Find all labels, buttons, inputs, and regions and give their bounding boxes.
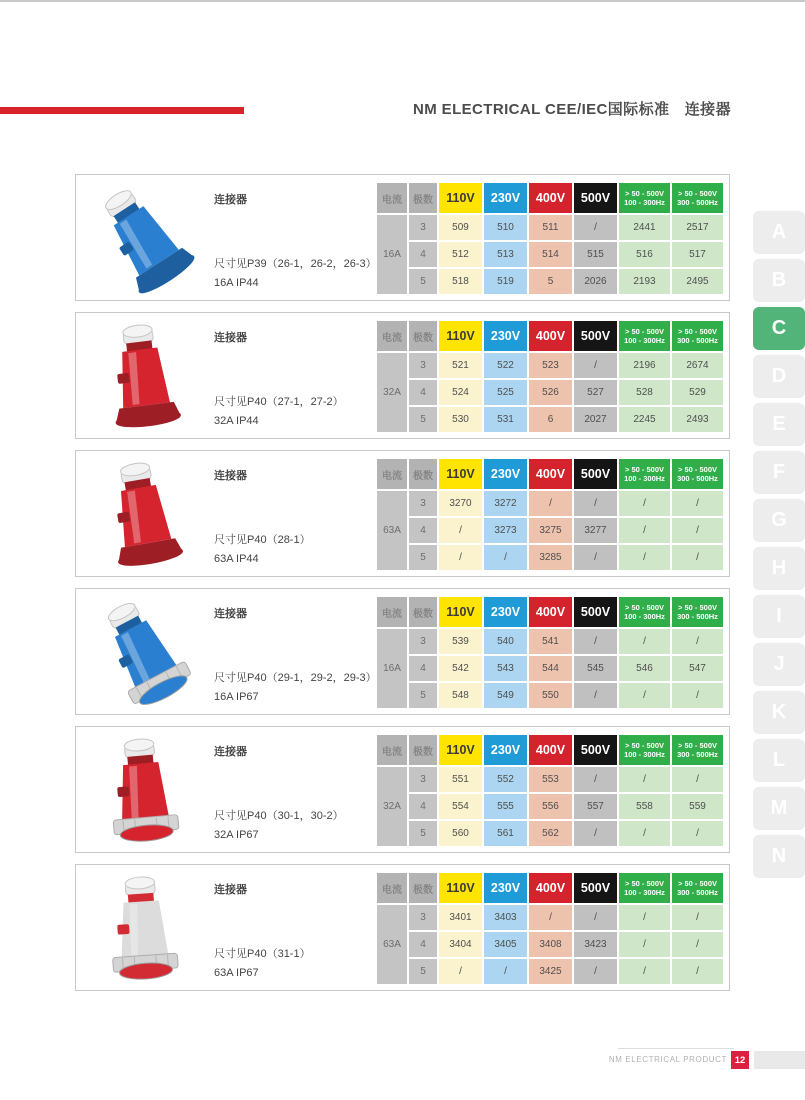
footer-decorative-bar: [754, 1051, 805, 1069]
col-header-voltage: 110V: [439, 597, 482, 627]
part-number-cell: /: [574, 959, 617, 984]
part-number-cell: /: [619, 905, 670, 930]
current-cell: 32A: [377, 767, 407, 846]
frequency-line2: 300 - 500Hz: [677, 750, 718, 759]
part-number-table: [375, 871, 725, 986]
part-number-cell: 6: [529, 407, 572, 432]
part-number-cell: 526: [529, 380, 572, 405]
poles-cell: 3: [409, 629, 437, 654]
product-info: [209, 175, 375, 300]
part-number-cell: /: [574, 629, 617, 654]
part-number-cell: 2493: [672, 407, 723, 432]
index-tab-f: F: [753, 451, 805, 494]
product-photo: [76, 175, 209, 300]
part-number-cell: /: [619, 545, 670, 570]
part-number-cell: 3405: [484, 932, 527, 957]
footer-rule: [618, 1048, 734, 1049]
frequency-line2: 300 - 500Hz: [677, 336, 718, 345]
col-header-current: 电流: [377, 459, 407, 489]
frequency-line2: 300 - 500Hz: [677, 198, 718, 207]
part-number-cell: 556: [529, 794, 572, 819]
product-rating: 16A IP67: [214, 691, 259, 703]
col-header-current: 电流: [377, 873, 407, 903]
part-number-cell: 524: [439, 380, 482, 405]
part-number-cell: 542: [439, 656, 482, 681]
frequency-line1: > 50 - 500V: [678, 326, 717, 336]
col-header-voltage: 230V: [484, 321, 527, 351]
col-header-voltage: 400V: [529, 459, 572, 489]
col-header-frequency: [672, 459, 723, 489]
col-header-voltage: 500V: [574, 597, 617, 627]
part-number-cell: 3404: [439, 932, 482, 957]
col-header-voltage: 230V: [484, 735, 527, 765]
connector-photo-gray-red-connector: [89, 871, 197, 985]
index-tab-d: D: [753, 355, 805, 398]
part-number-cell: 3403: [484, 905, 527, 930]
dimension-note: 尺寸见P39（26-1，26-2，26-3）: [214, 258, 377, 270]
part-number-cell: /: [574, 683, 617, 708]
part-number-cell: /: [529, 905, 572, 930]
product-photo: [76, 451, 209, 576]
part-number-cell: 527: [574, 380, 617, 405]
frequency-line1: > 50 - 500V: [625, 188, 664, 198]
connector-photo-blue-connector: [89, 595, 197, 709]
col-header-voltage: 110V: [439, 321, 482, 351]
part-number-cell: 509: [439, 215, 482, 240]
product-name: 连接器: [214, 746, 247, 758]
col-header-voltage: 230V: [484, 459, 527, 489]
product-photo: [76, 727, 209, 852]
part-number-cell: 2026: [574, 269, 617, 294]
part-number-cell: 2517: [672, 215, 723, 240]
part-number-table: [375, 733, 725, 848]
col-header-poles: 极数: [409, 873, 437, 903]
part-number-cell: /: [574, 353, 617, 378]
table-row: [377, 545, 723, 570]
col-header-frequency: [619, 459, 670, 489]
part-number-cell: 539: [439, 629, 482, 654]
product-info: [209, 313, 375, 438]
poles-cell: 4: [409, 518, 437, 543]
part-number-cell: /: [672, 959, 723, 984]
frequency-line2: 100 - 300Hz: [624, 474, 665, 483]
poles-cell: 4: [409, 242, 437, 267]
col-header-frequency: [619, 597, 670, 627]
index-tab-l: L: [753, 739, 805, 782]
poles-cell: 4: [409, 794, 437, 819]
index-tab-k: K: [753, 691, 805, 734]
table-row: [377, 353, 723, 378]
current-cell: 16A: [377, 629, 407, 708]
part-number-cell: 525: [484, 380, 527, 405]
part-number-cell: 516: [619, 242, 670, 267]
frequency-line1: > 50 - 500V: [678, 188, 717, 198]
part-number-cell: 517: [672, 242, 723, 267]
poles-cell: 3: [409, 491, 437, 516]
poles-cell: 5: [409, 269, 437, 294]
part-number-cell: 3270: [439, 491, 482, 516]
part-number-cell: 560: [439, 821, 482, 846]
product-photo: [76, 313, 209, 438]
part-number-table-wrap: [375, 313, 729, 438]
poles-cell: 5: [409, 407, 437, 432]
part-number-cell: /: [574, 545, 617, 570]
table-row: [377, 215, 723, 240]
part-number-cell: 3425: [529, 959, 572, 984]
part-number-cell: /: [672, 932, 723, 957]
part-number-cell: 3277: [574, 518, 617, 543]
poles-cell: 3: [409, 767, 437, 792]
product-panel: [75, 726, 730, 853]
poles-cell: 3: [409, 215, 437, 240]
part-number-cell: /: [574, 905, 617, 930]
part-number-cell: 2193: [619, 269, 670, 294]
table-row: [377, 269, 723, 294]
part-number-cell: 3272: [484, 491, 527, 516]
frequency-line1: > 50 - 500V: [678, 602, 717, 612]
part-number-cell: /: [574, 491, 617, 516]
part-number-cell: 529: [672, 380, 723, 405]
part-number-table-wrap: [375, 589, 729, 714]
product-photo: [76, 589, 209, 714]
part-number-cell: /: [484, 959, 527, 984]
part-number-cell: 546: [619, 656, 670, 681]
part-number-cell: /: [672, 491, 723, 516]
part-number-cell: 547: [672, 656, 723, 681]
page-number-badge: 12: [731, 1051, 749, 1069]
part-number-cell: 2245: [619, 407, 670, 432]
dimension-note: 尺寸见P40（28-1）: [214, 534, 311, 546]
col-header-frequency: [672, 321, 723, 351]
part-number-cell: /: [439, 518, 482, 543]
part-number-table: [375, 181, 725, 296]
table-row: [377, 683, 723, 708]
index-tab-m: M: [753, 787, 805, 830]
frequency-line1: > 50 - 500V: [678, 878, 717, 888]
part-number-cell: 2027: [574, 407, 617, 432]
part-number-cell: /: [619, 959, 670, 984]
col-header-current: 电流: [377, 735, 407, 765]
frequency-line1: > 50 - 500V: [678, 740, 717, 750]
part-number-cell: 552: [484, 767, 527, 792]
poles-cell: 5: [409, 683, 437, 708]
part-number-cell: 3273: [484, 518, 527, 543]
col-header-frequency: [619, 735, 670, 765]
part-number-cell: 519: [484, 269, 527, 294]
col-header-voltage: 500V: [574, 183, 617, 213]
col-header-voltage: 230V: [484, 873, 527, 903]
col-header-frequency: [672, 873, 723, 903]
poles-cell: 5: [409, 959, 437, 984]
part-number-cell: 521: [439, 353, 482, 378]
part-number-table-wrap: [375, 451, 729, 576]
poles-cell: 5: [409, 545, 437, 570]
part-number-cell: 562: [529, 821, 572, 846]
part-number-cell: 3401: [439, 905, 482, 930]
connector-photo-red-connector: [89, 319, 197, 433]
part-number-cell: 555: [484, 794, 527, 819]
index-tab-e: E: [753, 403, 805, 446]
part-number-cell: 511: [529, 215, 572, 240]
part-number-cell: /: [484, 545, 527, 570]
part-number-cell: 5: [529, 269, 572, 294]
part-number-cell: /: [619, 491, 670, 516]
part-number-table-wrap: [375, 175, 729, 300]
part-number-cell: 3423: [574, 932, 617, 957]
current-cell: 63A: [377, 905, 407, 984]
part-number-cell: /: [439, 545, 482, 570]
product-panel: [75, 864, 730, 991]
frequency-line2: 100 - 300Hz: [624, 750, 665, 759]
index-tab-h: H: [753, 547, 805, 590]
connector-photo-red-connector: [89, 457, 197, 571]
col-header-frequency: [619, 873, 670, 903]
alphabet-index: [753, 211, 805, 883]
page-title: NM ELECTRICAL CEE/IEC国际标准 连接器: [412, 101, 731, 118]
col-header-voltage: 400V: [529, 183, 572, 213]
poles-cell: 3: [409, 905, 437, 930]
frequency-line2: 100 - 300Hz: [624, 336, 665, 345]
product-name: 连接器: [214, 194, 247, 206]
part-number-cell: /: [672, 629, 723, 654]
part-number-cell: /: [672, 905, 723, 930]
product-rating: 16A IP44: [214, 277, 259, 289]
product-rating: 63A IP67: [214, 967, 259, 979]
product-info: [209, 727, 375, 852]
product-info: [209, 865, 375, 990]
current-cell: 32A: [377, 353, 407, 432]
product-rating: 32A IP44: [214, 415, 259, 427]
product-panel: [75, 588, 730, 715]
col-header-poles: 极数: [409, 459, 437, 489]
table-row: [377, 491, 723, 516]
part-number-cell: /: [439, 959, 482, 984]
col-header-voltage: 110V: [439, 873, 482, 903]
part-number-cell: /: [619, 518, 670, 543]
part-number-cell: 515: [574, 242, 617, 267]
part-number-cell: 3408: [529, 932, 572, 957]
table-row: [377, 767, 723, 792]
frequency-line1: > 50 - 500V: [625, 740, 664, 750]
col-header-voltage: 110V: [439, 459, 482, 489]
product-rating: 32A IP67: [214, 829, 259, 841]
part-number-cell: /: [672, 821, 723, 846]
frequency-line1: > 50 - 500V: [625, 464, 664, 474]
index-tab-g: G: [753, 499, 805, 542]
part-number-cell: 2196: [619, 353, 670, 378]
part-number-cell: 551: [439, 767, 482, 792]
product-panel: [75, 312, 730, 439]
part-number-cell: /: [619, 767, 670, 792]
part-number-cell: 548: [439, 683, 482, 708]
dimension-note: 尺寸见P40（29-1，29-2，29-3）: [214, 672, 377, 684]
table-row: [377, 794, 723, 819]
poles-cell: 4: [409, 380, 437, 405]
col-header-voltage: 500V: [574, 459, 617, 489]
col-header-voltage: 400V: [529, 597, 572, 627]
product-name: 连接器: [214, 608, 247, 620]
connector-photo-blue-connector: [89, 181, 197, 295]
part-number-cell: 3285: [529, 545, 572, 570]
index-tab-n: N: [753, 835, 805, 878]
frequency-line2: 100 - 300Hz: [624, 612, 665, 621]
product-photo: [76, 865, 209, 990]
col-header-frequency: [672, 597, 723, 627]
col-header-voltage: 500V: [574, 321, 617, 351]
table-row: [377, 518, 723, 543]
col-header-voltage: 110V: [439, 735, 482, 765]
product-info: [209, 589, 375, 714]
part-number-table: [375, 595, 725, 710]
part-number-table: [375, 319, 725, 434]
col-header-poles: 极数: [409, 735, 437, 765]
frequency-line2: 100 - 300Hz: [624, 888, 665, 897]
col-header-current: 电流: [377, 597, 407, 627]
part-number-cell: 512: [439, 242, 482, 267]
col-header-voltage: 400V: [529, 873, 572, 903]
col-header-poles: 极数: [409, 183, 437, 213]
part-number-cell: 544: [529, 656, 572, 681]
poles-cell: 5: [409, 821, 437, 846]
col-header-frequency: [672, 735, 723, 765]
part-number-cell: 559: [672, 794, 723, 819]
part-number-cell: 523: [529, 353, 572, 378]
part-number-cell: 550: [529, 683, 572, 708]
product-panel: [75, 450, 730, 577]
frequency-line2: 300 - 500Hz: [677, 612, 718, 621]
product-sections: [75, 174, 730, 1002]
part-number-cell: 541: [529, 629, 572, 654]
part-number-cell: 558: [619, 794, 670, 819]
part-number-cell: /: [619, 683, 670, 708]
frequency-line1: > 50 - 500V: [625, 326, 664, 336]
dimension-note: 尺寸见P40（31-1）: [214, 948, 311, 960]
part-number-cell: 543: [484, 656, 527, 681]
dimension-note: 尺寸见P40（27-1，27-2）: [214, 396, 344, 408]
index-tab-i: I: [753, 595, 805, 638]
part-number-cell: 557: [574, 794, 617, 819]
col-header-voltage: 500V: [574, 873, 617, 903]
table-row: [377, 407, 723, 432]
part-number-cell: /: [619, 932, 670, 957]
part-number-cell: /: [574, 215, 617, 240]
col-header-voltage: 500V: [574, 735, 617, 765]
product-panel: [75, 174, 730, 301]
col-header-poles: 极数: [409, 597, 437, 627]
col-header-voltage: 400V: [529, 321, 572, 351]
index-tab-a: A: [753, 211, 805, 254]
part-number-cell: /: [619, 821, 670, 846]
product-name: 连接器: [214, 470, 247, 482]
col-header-voltage: 400V: [529, 735, 572, 765]
table-row: [377, 821, 723, 846]
part-number-table-wrap: [375, 865, 729, 990]
col-header-frequency: [619, 321, 670, 351]
poles-cell: 4: [409, 932, 437, 957]
dimension-note: 尺寸见P40（30-1，30-2）: [214, 810, 344, 822]
part-number-cell: 553: [529, 767, 572, 792]
table-row: [377, 242, 723, 267]
frequency-line1: > 50 - 500V: [625, 878, 664, 888]
table-row: [377, 959, 723, 984]
product-rating: 63A IP44: [214, 553, 259, 565]
part-number-cell: 549: [484, 683, 527, 708]
part-number-cell: /: [529, 491, 572, 516]
part-number-table-wrap: [375, 727, 729, 852]
table-row: [377, 932, 723, 957]
product-name: 连接器: [214, 884, 247, 896]
frequency-line2: 100 - 300Hz: [624, 198, 665, 207]
part-number-cell: /: [672, 545, 723, 570]
current-cell: 63A: [377, 491, 407, 570]
col-header-voltage: 230V: [484, 183, 527, 213]
part-number-cell: 540: [484, 629, 527, 654]
part-number-table: [375, 457, 725, 572]
index-tab-c: C: [753, 307, 805, 350]
part-number-cell: 518: [439, 269, 482, 294]
product-name: 连接器: [214, 332, 247, 344]
table-row: [377, 905, 723, 930]
part-number-cell: 510: [484, 215, 527, 240]
part-number-cell: 513: [484, 242, 527, 267]
col-header-current: 电流: [377, 183, 407, 213]
part-number-cell: 2495: [672, 269, 723, 294]
col-header-frequency: [619, 183, 670, 213]
part-number-cell: /: [672, 683, 723, 708]
part-number-cell: 545: [574, 656, 617, 681]
part-number-cell: 530: [439, 407, 482, 432]
index-tab-j: J: [753, 643, 805, 686]
part-number-cell: /: [672, 767, 723, 792]
part-number-cell: /: [672, 518, 723, 543]
part-number-cell: 3275: [529, 518, 572, 543]
part-number-cell: /: [619, 629, 670, 654]
poles-cell: 3: [409, 353, 437, 378]
index-tab-b: B: [753, 259, 805, 302]
part-number-cell: 2674: [672, 353, 723, 378]
table-row: [377, 656, 723, 681]
current-cell: 16A: [377, 215, 407, 294]
part-number-cell: 531: [484, 407, 527, 432]
part-number-cell: /: [574, 767, 617, 792]
col-header-voltage: 230V: [484, 597, 527, 627]
frequency-line2: 300 - 500Hz: [677, 888, 718, 897]
frequency-line1: > 50 - 500V: [625, 602, 664, 612]
product-info: [209, 451, 375, 576]
part-number-cell: 514: [529, 242, 572, 267]
col-header-poles: 极数: [409, 321, 437, 351]
table-row: [377, 629, 723, 654]
part-number-cell: /: [574, 821, 617, 846]
col-header-frequency: [672, 183, 723, 213]
col-header-voltage: 110V: [439, 183, 482, 213]
part-number-cell: 522: [484, 353, 527, 378]
col-header-current: 电流: [377, 321, 407, 351]
frequency-line1: > 50 - 500V: [678, 464, 717, 474]
part-number-cell: 2441: [619, 215, 670, 240]
part-number-cell: 528: [619, 380, 670, 405]
part-number-cell: 561: [484, 821, 527, 846]
poles-cell: 4: [409, 656, 437, 681]
connector-photo-red-connector: [89, 733, 197, 847]
footer-label: NM ELECTRICAL PRODUCT: [608, 1055, 727, 1064]
frequency-line2: 300 - 500Hz: [677, 474, 718, 483]
table-row: [377, 380, 723, 405]
part-number-cell: 554: [439, 794, 482, 819]
